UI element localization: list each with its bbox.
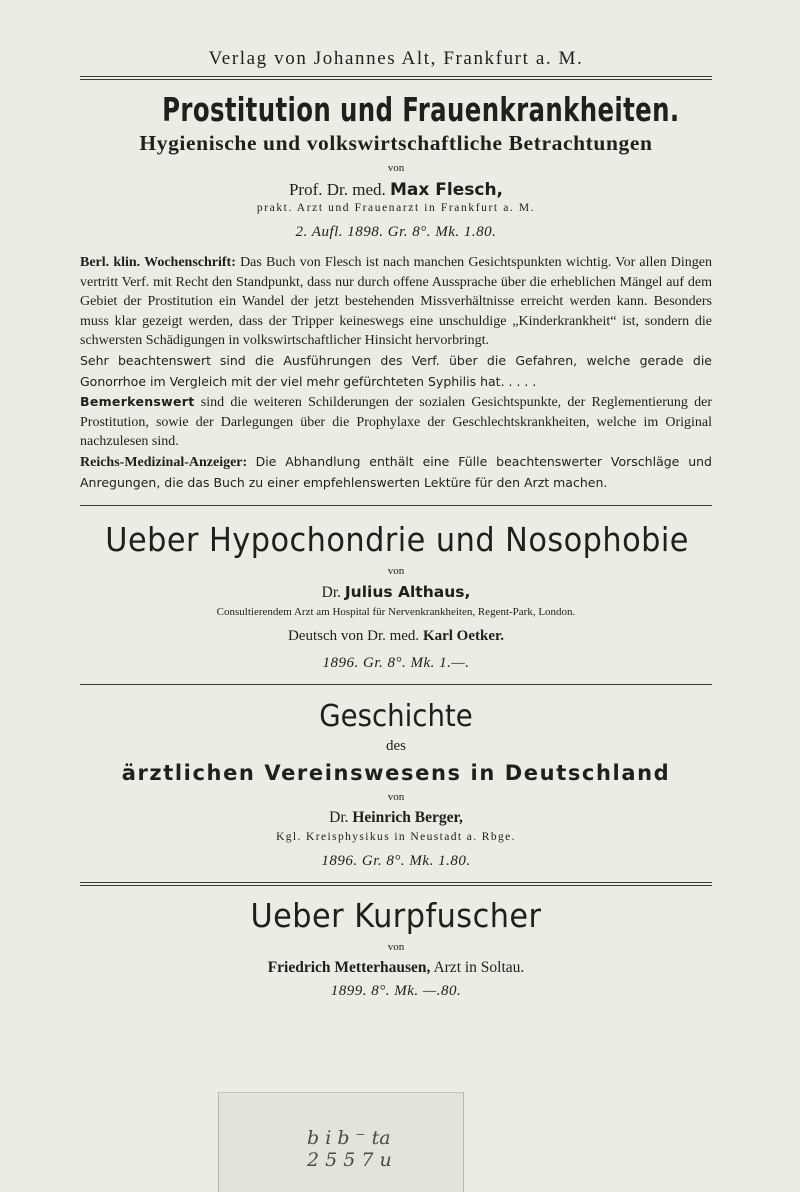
book1-title: Prostitution und Frauenkrankheiten. <box>162 90 680 129</box>
book1-author <box>80 180 712 200</box>
book2-author <box>80 583 712 602</box>
review-paragraph <box>80 351 712 392</box>
book-entry-hypochondrie <box>80 520 712 672</box>
book1-author-name: Max Flesch, <box>390 180 504 200</box>
book-entry-geschichte <box>80 699 712 870</box>
book3-affiliation: Kgl. Kreisphysikus in Neustadt a. Rbge. <box>276 831 516 844</box>
book4-von: von <box>387 941 405 954</box>
book4-author-suffix: Arzt in Soltau. <box>433 959 525 977</box>
book2-edition: 1896. Gr. 8°. Mk. 1.—. <box>322 655 470 672</box>
book3-title: Geschichte <box>319 699 473 735</box>
book2-translator-name: Karl Oetker. <box>422 628 505 645</box>
review-highlight: Bemerkenswert <box>80 394 195 410</box>
section-divider <box>80 684 712 685</box>
book1-affiliation: prakt. Arzt und Frauenarzt in Frankfurt a. M. <box>256 202 536 214</box>
review-text: Das Buch von Flesch ist nach manchen Gesichtspunkten wichtig. Vor allen Dingen vertritt Verf. mit Recht den Standpunkt, dass nur durch offene Aussprache über die erheblichen Mängel auf dem Gebiet der Prostitution ein Wandel der jetzt bestehenden Missverhältnisse erreicht werden kann. Besonders muss klar gezeigt werden, dass der Tripper keineswegs eine unschuldige „Kinderkrankheit“ ist, sondern die schwersten Schädigungen in volkswirtschaftlicher Hinsicht hervorbringt. <box>80 255 712 349</box>
handwriting-line: 2 5 5 7 u <box>307 1149 392 1171</box>
book2-author-name: Julius Althaus, <box>344 583 471 602</box>
book3-des: des <box>386 738 406 755</box>
book4-title: Ueber Kurpfuscher <box>250 896 542 936</box>
book-entry-prostitution <box>80 90 712 493</box>
section-divider <box>80 505 712 506</box>
book1-subtitle: Hygienische und volkswirtschaftliche Betrachtungen <box>139 131 653 155</box>
book2-title: Ueber Hypochondrie und Nosophobie <box>105 520 689 560</box>
review-text: Die Abhandlung enthält eine Fülle beachtenswerter Vorschläge und Anregungen, die das Buch zu einer empfehlenswerten Lektüre für den Arzt machen. <box>80 453 712 490</box>
handwriting-line: b i b ⁻ ta <box>307 1127 391 1149</box>
book2-affiliation: Consultierendem Arzt am Hospital für Nervenkrankheiten, Regent-Park, London. <box>216 606 576 619</box>
book-entry-kurpfuscher <box>80 896 712 1000</box>
book4-author <box>80 959 712 977</box>
book1-von: von <box>387 162 405 174</box>
catalog-page <box>80 48 712 1012</box>
book1-edition: 2. Aufl. 1898. Gr. 8°. Mk. 1.80. <box>295 224 497 240</box>
book2-author-prefix: Dr. <box>321 584 342 602</box>
book3-edition: 1896. Gr. 8°. Mk. 1.80. <box>321 853 471 870</box>
book3-von: von <box>387 791 405 804</box>
review-source: Reichs-Medizinal-Anzeiger: <box>80 454 248 470</box>
header-double-rule <box>80 76 712 80</box>
book1-author-prefix: Prof. Dr. med. <box>288 180 386 199</box>
book3-subtitle: ärztlichen Vereinswesens in Deutschland <box>121 761 671 786</box>
review-paragraph <box>80 392 712 452</box>
publisher-line: Verlag von Johannes Alt, Frankfurt a. M. <box>208 48 584 69</box>
book3-author <box>80 809 712 827</box>
review-text: sind die Ausführungen des Verf. über die Gefahren, welche gerade die Gonorrhoe im Vergleich mit der viel mehr gefürchteten Syphilis hat. . . . . <box>80 352 712 389</box>
library-stamp <box>218 1092 464 1192</box>
handwritten-shelfmark <box>307 1127 392 1171</box>
review-source: Berl. klin. Wochenschrift: <box>80 255 236 270</box>
book4-edition: 1899. 8°. Mk. —.80. <box>330 983 462 1000</box>
review-paragraph <box>80 452 712 493</box>
review-paragraph <box>80 253 712 351</box>
book3-author-name: Heinrich Berger, <box>352 809 463 827</box>
section-double-rule <box>80 882 712 886</box>
book2-translator <box>80 628 712 645</box>
book2-translator-prefix: Deutsch von Dr. med. <box>287 628 420 645</box>
review-text: sind die weiteren Schilderungen der sozialen Gesichtspunkte, der Reglementierung der Prostitution, sowie der Darlegungen über die Prophylaxe der Geschlechtskrankheiten, welche im Original nachzulesen sind. <box>80 395 713 450</box>
book3-author-prefix: Dr. <box>329 809 349 827</box>
review-highlight: Sehr beachtenswert <box>80 352 212 368</box>
book4-author-name: Friedrich Metterhausen, <box>267 959 431 977</box>
book1-reviews <box>80 253 712 493</box>
book2-von: von <box>387 565 405 578</box>
